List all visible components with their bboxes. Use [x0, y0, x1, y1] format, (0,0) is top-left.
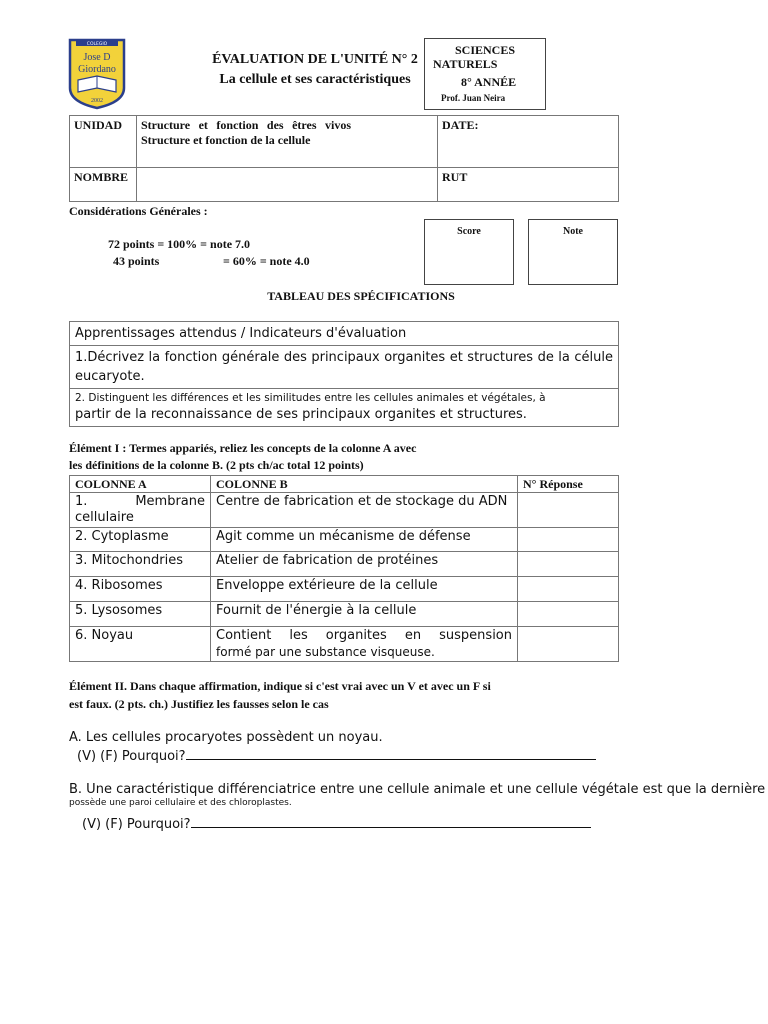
col-b-cell: Atelier de fabrication de protéines [211, 552, 518, 577]
answer-cell[interactable] [518, 493, 619, 528]
score-box[interactable] [424, 219, 514, 285]
answer-cell[interactable] [518, 528, 619, 552]
spec-row1: 1.Décrivez la fonction générale des principaux organites et structures de la célule eucaryote. [70, 346, 619, 389]
question-a-answer-line[interactable] [186, 748, 596, 760]
answer-cell[interactable] [518, 552, 619, 577]
unit-text-line1: Structure et fonction des êtres vivos [141, 118, 351, 132]
teacher-label: Prof. Juan Neira [441, 93, 506, 103]
considerations-title: Considérations Générales : [69, 204, 208, 218]
evaluation-title: ÉVALUATION DE L'UNITÉ N° 2 [212, 52, 418, 67]
question-a-options-text: (V) (F) Pourquoi? [77, 749, 186, 764]
logo-top-text: COLEGIO [86, 42, 108, 47]
logo-name-line2: Giordano [78, 64, 116, 75]
element1-instruction-line2: les définitions de la colonne B. (2 pts ch/ac total 12 points) [69, 458, 364, 472]
col-a-cell: 5. Lysosomes [70, 602, 211, 627]
matching-table [69, 475, 619, 662]
col-b-cell: Centre de fabrication et de stockage du ADN [211, 493, 518, 528]
spec-table-title: TABLEAU DES SPÉCIFICATIONS [267, 289, 455, 303]
col-b-header: COLONNE B [211, 476, 518, 493]
subject-line1: SCIENCES [455, 43, 516, 57]
logo-name-line1: Jose D [83, 52, 111, 63]
col-a-header: COLONNE A [70, 476, 211, 493]
col-a-cell: 4. Ribosomes [70, 577, 211, 602]
spec-row2 [70, 389, 619, 427]
col-c-header: N° Réponse [518, 476, 619, 493]
rut-field[interactable]: RUT [438, 168, 619, 202]
evaluation-subtitle: La cellule et ses caractéristiques [219, 72, 411, 87]
score-label: Score [457, 226, 481, 237]
subject-line2: NATURELS [433, 57, 498, 71]
points-line2-points: 43 points [113, 254, 160, 268]
name-field[interactable] [137, 168, 438, 202]
col-b-cell: Enveloppe extérieure de la cellule [211, 577, 518, 602]
grade-label: 8° ANNÉE [461, 75, 517, 89]
unit-text-line2: Structure et fonction de la cellule [141, 133, 311, 147]
points-line2 [113, 254, 310, 269]
note-box[interactable] [528, 219, 618, 285]
question-a-options [77, 748, 596, 764]
points-line1: 72 points = 100% = note 7.0 [108, 237, 251, 251]
question-b-line2: possède une paroi cellulaire et des chloroplastes. [69, 798, 292, 808]
answer-cell[interactable] [518, 627, 619, 662]
name-label: NOMBRE [70, 168, 137, 202]
element2-instruction-line1: Élément II. Dans chaque affirmation, indique si c'est vrai avec un V et avec un F si [69, 679, 491, 693]
table-row [70, 602, 619, 627]
logo-year: 2002 [91, 98, 103, 104]
question-a: A. Les cellules procaryotes possèdent un noyau. [69, 730, 383, 745]
col-a-cell: 3. Mitochondries [70, 552, 211, 577]
spec-table [69, 321, 619, 427]
element2-instruction-line2: est faux. (2 pts. ch.) Justifiez les fausses selon le cas [69, 697, 329, 711]
col-a-cell: 2. Cytoplasme [70, 528, 211, 552]
col-a-cell: 1. Membrane cellulaire [70, 493, 211, 528]
col-b-cell: Fournit de l'énergie à la cellule [211, 602, 518, 627]
table-row [70, 627, 619, 662]
question-b: B. Une caractéristique différenciatrice entre une cellule animale et une cellule végétale est que la dernière [69, 782, 766, 797]
col-b-cell: Contient les organites en suspension formé par une substance visqueuse. [211, 627, 518, 662]
unit-label: UNIDAD [70, 116, 137, 168]
answer-cell[interactable] [518, 602, 619, 627]
student-info-table [69, 115, 619, 202]
points-line2-rest: = 60% = note 4.0 [223, 254, 310, 268]
spec-row2-small: 2. Distinguent les différences et les similitudes entre les cellules animales et végétales, à [75, 392, 546, 404]
table-row [70, 493, 619, 528]
question-b-answer-line[interactable] [191, 816, 591, 828]
table-row [70, 528, 619, 552]
note-label: Note [563, 226, 583, 237]
col-b-cell: Agit comme un mécanisme de défense [211, 528, 518, 552]
answer-cell[interactable] [518, 577, 619, 602]
question-b-options-text: (V) (F) Pourquoi? [82, 817, 191, 832]
table-row [70, 552, 619, 577]
question-b-options [82, 816, 591, 832]
table-row [70, 577, 619, 602]
unit-text [137, 116, 438, 168]
subject-box [424, 38, 546, 110]
spec-header: Apprentissages attendus / Indicateurs d'évaluation [70, 322, 619, 346]
date-field[interactable]: DATE: [438, 116, 619, 168]
school-logo [68, 38, 126, 110]
element1-instruction-line1: Élément I : Termes appariés, reliez les concepts de la colonne A avec [69, 441, 417, 455]
col-a-cell: 6. Noyau [70, 627, 211, 662]
spec-row2-rest: partir de la reconnaissance de ses principaux organites et structures. [75, 407, 527, 422]
